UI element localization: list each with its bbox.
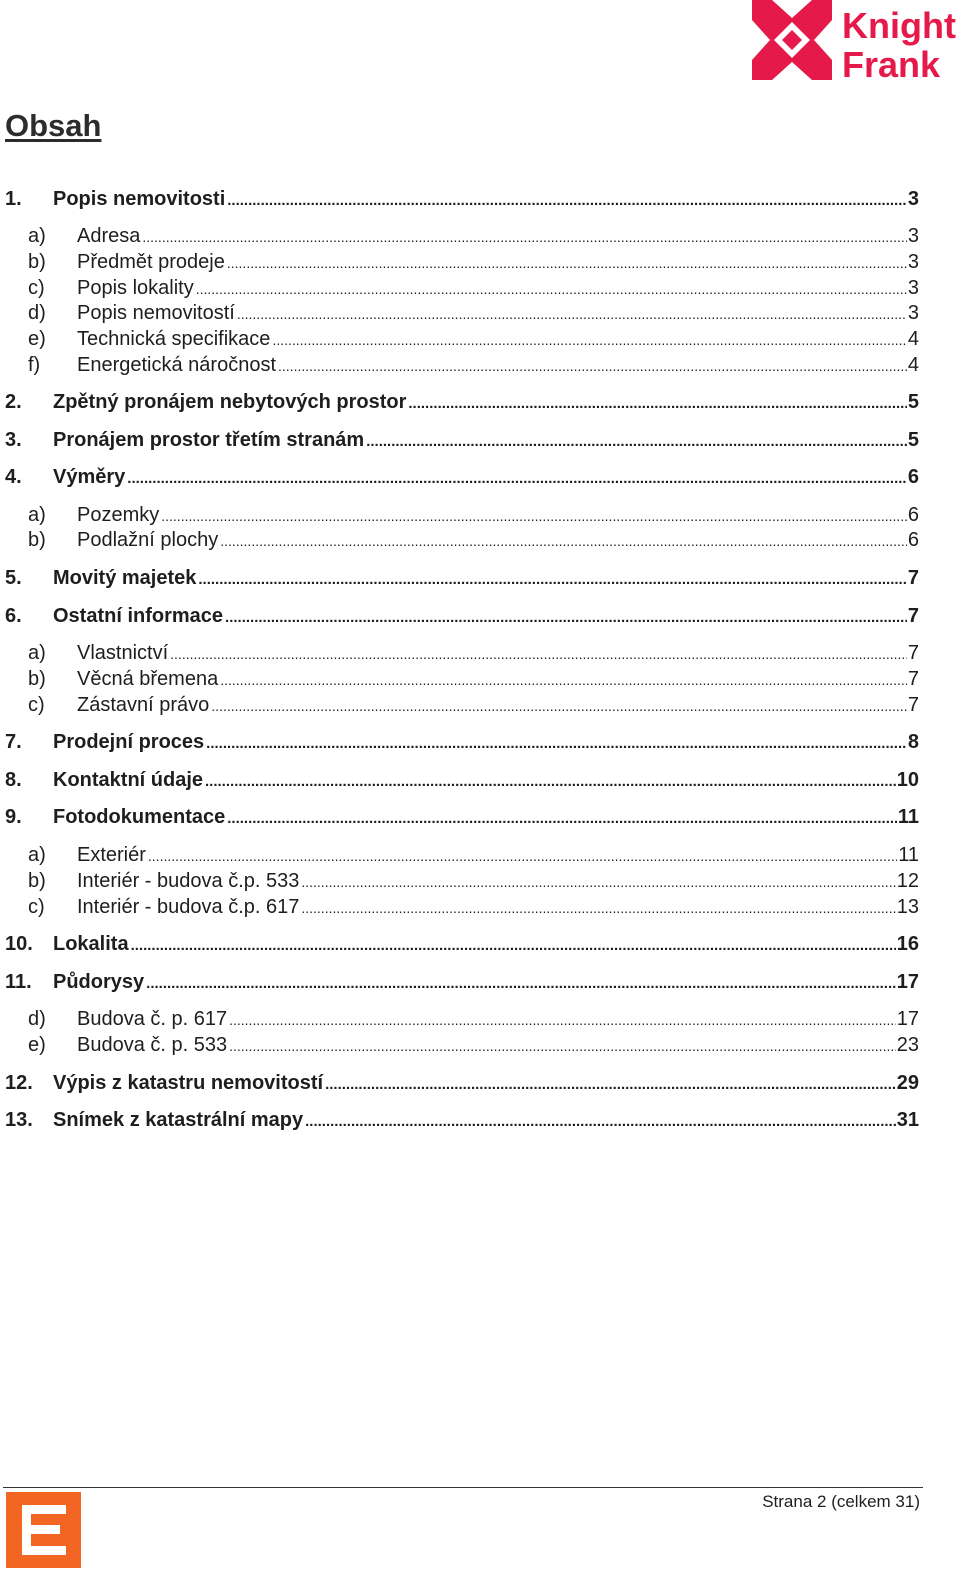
toc-entry-number: 8. — [5, 769, 22, 791]
toc-entry-label: Výměry — [53, 466, 126, 488]
toc-entry[interactable] — [5, 188, 919, 214]
toc-entry[interactable] — [5, 933, 919, 959]
toc-entry-page: 7 — [907, 694, 919, 716]
toc-entry-label: Vlastnictví — [77, 642, 169, 664]
toc-entry-label: Výpis z katastru nemovitostí — [53, 1072, 324, 1094]
toc-leader-dots — [206, 731, 907, 754]
toc-subentry[interactable] — [28, 870, 919, 896]
toc-entry-page: 8 — [907, 731, 919, 753]
toc-entry-label: Adresa — [77, 225, 141, 247]
toc-leader-dots — [220, 668, 907, 691]
toc-leader-dots — [161, 504, 907, 527]
toc-leader-dots — [229, 1034, 896, 1057]
toc-leader-dots — [146, 971, 896, 994]
toc-entry-number: b) — [28, 668, 46, 690]
toc-entry-number: c) — [28, 896, 45, 918]
toc-entry-label: Ostatní informace — [53, 605, 224, 627]
toc-entry-number: a) — [28, 844, 46, 866]
toc-entry-label: Půdorysy — [53, 971, 145, 993]
toc-entry-number: 6. — [5, 605, 22, 627]
toc-entry-number: f) — [28, 354, 41, 376]
toc-entry-label: Lokalita — [53, 933, 129, 955]
toc-subentry[interactable] — [28, 642, 919, 668]
toc-entry-label: Technická specifikace — [77, 328, 271, 350]
toc-entry-label: Exteriér — [77, 844, 146, 866]
toc-entry-page: 12 — [896, 870, 919, 892]
toc-leader-dots — [229, 1008, 896, 1031]
toc-entry-page: 7 — [907, 668, 919, 690]
toc-entry[interactable] — [5, 769, 919, 795]
toc-subentry[interactable] — [28, 1008, 919, 1034]
toc-entry-page: 4 — [907, 328, 919, 350]
toc-entry-page: 7 — [907, 642, 919, 664]
toc-entry-number: 3. — [5, 429, 22, 451]
toc-entry-page: 5 — [907, 429, 919, 451]
toc-entry-number: c) — [28, 694, 45, 716]
toc-entry-number: 12. — [5, 1072, 33, 1094]
toc-entry-number: d) — [28, 302, 46, 324]
toc-entry-label: Popis nemovitosti — [53, 188, 226, 210]
toc-entry-page: 4 — [907, 354, 919, 376]
toc-leader-dots — [227, 251, 907, 274]
toc-leader-dots — [211, 694, 907, 717]
toc-entry[interactable] — [5, 605, 919, 631]
toc-entry-page: 3 — [907, 277, 919, 299]
toc-entry-number: c) — [28, 277, 45, 299]
toc-entry-page: 7 — [907, 567, 919, 589]
toc-entry-number: e) — [28, 1034, 46, 1056]
toc-leader-dots — [196, 277, 907, 300]
toc-leader-dots — [205, 769, 896, 792]
toc-leader-dots — [127, 466, 907, 489]
toc-subentry[interactable] — [28, 668, 919, 694]
toc-entry-label: Interiér - budova č.p. 533 — [77, 870, 300, 892]
toc-entry-number: 10. — [5, 933, 33, 955]
toc-entry[interactable] — [5, 391, 919, 417]
toc-entry-number: 7. — [5, 731, 22, 753]
toc-entry-page: 3 — [907, 302, 919, 324]
toc-leader-dots — [325, 1072, 896, 1095]
toc-entry-page: 23 — [896, 1034, 919, 1056]
toc-leader-dots — [227, 188, 907, 211]
toc-entry-label: Podlažní plochy — [77, 529, 219, 551]
toc-entry-page: 17 — [896, 1008, 919, 1030]
toc-entry-number: 5. — [5, 567, 22, 589]
toc-leader-dots — [131, 933, 896, 956]
toc-entry-number: 1. — [5, 188, 22, 210]
toc-entry-number: e) — [28, 328, 46, 350]
toc-entry-number: a) — [28, 642, 46, 664]
toc-entry-label: Pozemky — [77, 504, 160, 526]
page-number: Strana 2 (celkem 31) — [762, 1492, 920, 1511]
toc-entry-label: Snímek z katastrální mapy — [53, 1109, 304, 1131]
toc-leader-dots — [366, 429, 907, 452]
toc-subentry[interactable] — [28, 354, 919, 380]
toc-leader-dots — [142, 225, 907, 248]
toc-entry-number: 4. — [5, 466, 22, 488]
footer-divider — [3, 1487, 923, 1488]
toc-entry[interactable] — [5, 567, 919, 593]
toc-entry-page: 16 — [896, 933, 919, 955]
toc-entry-label: Popis nemovitostí — [77, 302, 235, 324]
toc-entry-page: 31 — [896, 1109, 919, 1131]
toc-subentry[interactable] — [28, 529, 919, 555]
toc-leader-dots — [198, 567, 906, 590]
toc-entry-page: 3 — [907, 225, 919, 247]
toc-leader-dots — [278, 354, 907, 377]
toc-entry-number: 13. — [5, 1109, 33, 1131]
toc-entry-label: Předmět prodeje — [77, 251, 225, 273]
toc-leader-dots — [272, 328, 906, 351]
toc-entry-label: Fotodokumentace — [53, 806, 226, 828]
toc-entry-number: 9. — [5, 806, 22, 828]
toc-entry-number: b) — [28, 870, 46, 892]
toc-entry-page: 6 — [907, 504, 919, 526]
toc-entry-number: b) — [28, 529, 46, 551]
toc-leader-dots — [227, 806, 897, 829]
toc-entry-label: Zástavní právo — [77, 694, 210, 716]
toc-entry-page: 11 — [898, 844, 919, 866]
toc-entry-page: 17 — [896, 971, 919, 993]
toc-entry-label: Interiér - budova č.p. 617 — [77, 896, 300, 918]
toc-leader-dots — [148, 844, 897, 867]
toc-entry-label: Pronájem prostor třetím stranám — [53, 429, 365, 451]
toc-entry-number: a) — [28, 504, 46, 526]
toc-entry-page: 3 — [907, 188, 919, 210]
toc-entry-label: Popis lokality — [77, 277, 194, 299]
toc-entry-label: Budova č. p. 533 — [77, 1034, 228, 1056]
toc-leader-dots — [408, 391, 906, 414]
toc-entry-page: 7 — [907, 605, 919, 627]
toc-subentry[interactable] — [28, 504, 919, 530]
toc-entry-page: 29 — [896, 1072, 919, 1094]
toc-leader-dots — [305, 1109, 896, 1132]
toc-entry-page: 13 — [896, 896, 919, 918]
toc-leader-dots — [220, 529, 907, 552]
toc-leader-dots — [237, 302, 907, 325]
toc-subentry[interactable] — [28, 225, 919, 251]
toc-entry[interactable] — [5, 971, 919, 997]
toc-entry[interactable] — [5, 1072, 919, 1098]
toc-entry-number: a) — [28, 225, 46, 247]
toc-entry-page: 5 — [907, 391, 919, 413]
knight-frank-logo — [752, 0, 958, 82]
toc-subentry[interactable] — [28, 896, 919, 922]
toc-subentry[interactable] — [28, 302, 919, 328]
toc-entry-label: Movitý majetek — [53, 567, 197, 589]
toc-subentry[interactable] — [28, 694, 919, 720]
toc-entry-label: Věcná břemena — [77, 668, 219, 690]
toc-subentry[interactable] — [28, 277, 919, 303]
toc-entry-number: 11. — [5, 971, 32, 993]
toc-entry-page: 3 — [907, 251, 919, 273]
cez-logo — [6, 1492, 81, 1568]
toc-entry-page: 10 — [896, 769, 919, 791]
toc-entry-number: 2. — [5, 391, 22, 413]
toc-entry[interactable] — [5, 466, 919, 492]
toc-leader-dots — [301, 896, 895, 919]
toc-entry[interactable] — [5, 806, 919, 832]
toc-entry[interactable] — [5, 731, 919, 757]
toc-entry-label: Budova č. p. 617 — [77, 1008, 228, 1030]
toc-entry-label: Zpětný pronájem nebytových prostor — [53, 391, 407, 413]
toc-entry[interactable] — [5, 1109, 919, 1135]
toc-entry-label: Kontaktní údaje — [53, 769, 204, 791]
toc-entry-page: 6 — [907, 529, 919, 551]
toc-subentry[interactable] — [28, 844, 919, 870]
toc-entry-label: Prodejní proces — [53, 731, 205, 753]
toc-subentry[interactable] — [28, 328, 919, 354]
toc-leader-dots — [170, 642, 907, 665]
logo-text-frank: Frank — [842, 44, 941, 82]
page-title: Obsah — [5, 108, 102, 143]
toc-leader-dots — [225, 605, 907, 628]
toc-entry-label: Energetická náročnost — [77, 354, 277, 376]
toc-subentry[interactable] — [28, 1034, 919, 1060]
toc-entry-page: 6 — [907, 466, 919, 488]
logo-text-knight: Knight — [842, 5, 956, 46]
toc-leader-dots — [301, 870, 895, 893]
toc-entry-page: 11 — [897, 806, 919, 828]
toc-entry-number: b) — [28, 251, 46, 273]
toc-entry[interactable] — [5, 429, 919, 455]
toc-entry-number: d) — [28, 1008, 46, 1030]
toc-subentry[interactable] — [28, 251, 919, 277]
